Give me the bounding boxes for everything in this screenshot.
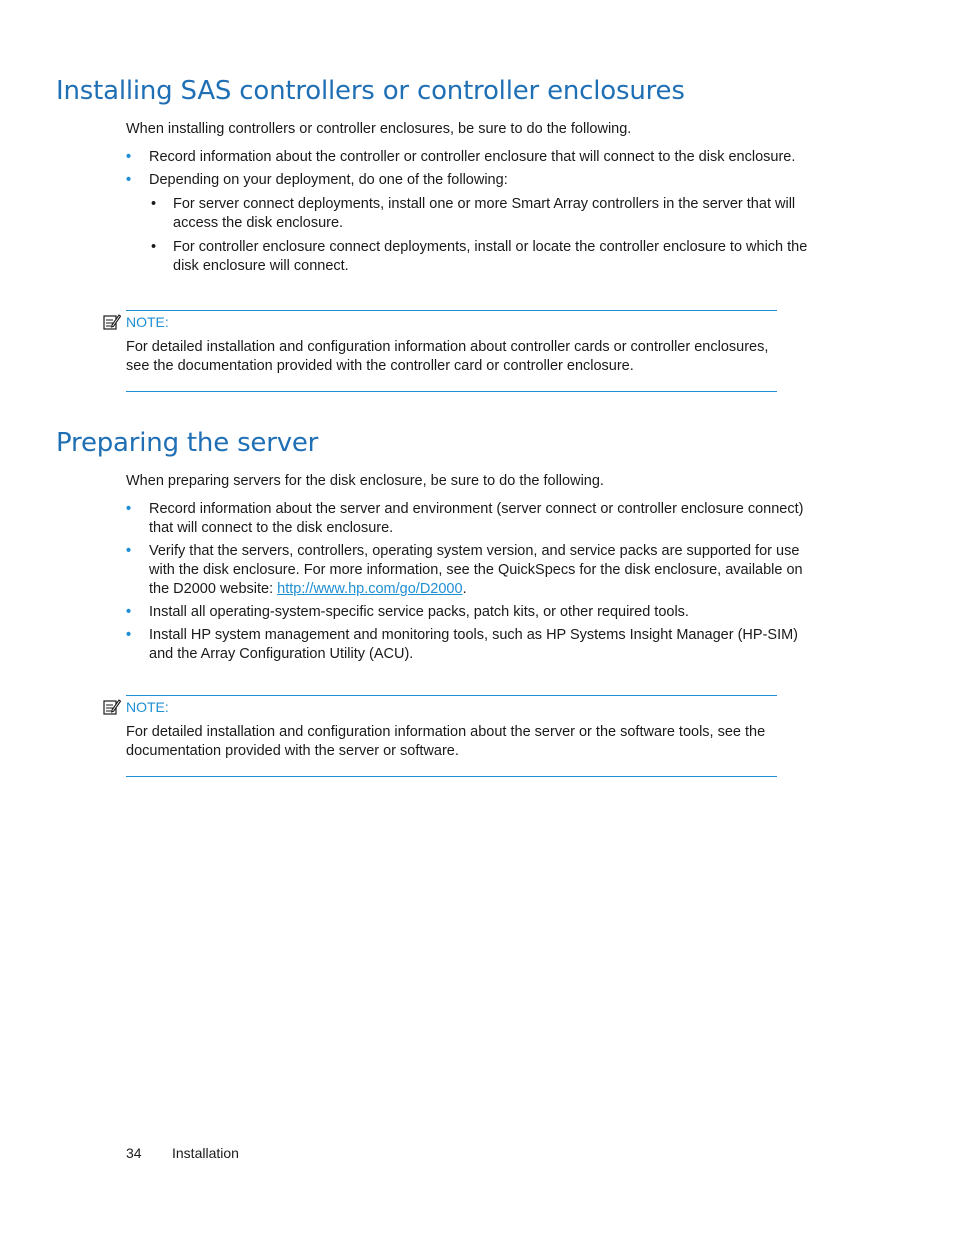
- page-footer: [126, 1145, 239, 1161]
- section2-bullet-list: [126, 500, 826, 668]
- section-title-preparing-server: Preparing the server: [56, 428, 319, 458]
- bullet-icon: •: [126, 627, 132, 643]
- list-item: • For server connect deployments, install one or more Smart Array controllers in the server that will access the disk enclosure.: [151, 196, 796, 231]
- bullet-icon: •: [126, 604, 132, 620]
- note-label: NOTE:: [126, 314, 169, 330]
- note-box-server: [126, 695, 777, 777]
- list-item: • Depending on your deployment, do one of the following: • For server connect deployments, install one or more Smart Array controllers in the server that will access the disk enclosure. • For controller enclosure connect deployments, install or locate the controller enclosure to which the disk enclosure will connect.: [126, 171, 826, 276]
- note-text: For detailed installation and configuration information about controller cards or controller enclosures, see the documentation provided with the controller card or controller enclosure.: [126, 339, 769, 374]
- bullet-icon: •: [126, 543, 132, 559]
- list-item: • For controller enclosure connect deployments, install or locate the controller enclosure to which the disk enclosure will connect.: [151, 239, 808, 274]
- bullet-icon: •: [151, 196, 157, 212]
- bullet-icon: •: [151, 239, 157, 255]
- list-item: • Install all operating-system-specific service packs, patch kits, or other required tools.: [126, 604, 689, 620]
- note-box-controllers: [126, 310, 777, 392]
- section1-subbullet-list: [149, 195, 826, 276]
- bullet-icon: •: [126, 172, 132, 188]
- section1-intro: When installing controllers or controller enclosures, be sure to do the following.: [126, 121, 632, 137]
- footer-section-name: Installation: [172, 1145, 239, 1161]
- note-text: For detailed installation and configuration information about the server or the software tools, see the documentation provided with the server or software.: [126, 724, 766, 759]
- section2-intro: When preparing servers for the disk enclosure, be sure to do the following.: [126, 473, 604, 489]
- list-item: • Record information about the server and environment (server connect or controller enclosure connect) that will connect to the disk enclosure.: [126, 501, 804, 536]
- list-item: • Verify that the servers, controllers, operating system version, and service packs are supported for use with the disk enclosure. For more information, see the QuickSpecs for the disk enclosure, available on the D2000 website: http://www.hp.com/go/D2000.: [126, 543, 803, 597]
- bullet-icon: •: [126, 149, 132, 165]
- page-number: 34: [126, 1145, 142, 1161]
- d2000-website-link[interactable]: http://www.hp.com/go/D2000: [277, 581, 463, 597]
- bullet-icon: •: [126, 501, 132, 517]
- section-title-sas-controllers: Installing SAS controllers or controller enclosures: [56, 76, 685, 106]
- note-pencil-icon: [103, 314, 121, 330]
- note-label: NOTE:: [126, 699, 169, 715]
- list-item: • Install HP system management and monitoring tools, such as HP Systems Insight Manager (HP-SIM) and the Array Configuration Utility (ACU).: [126, 627, 799, 662]
- list-item: • Record information about the controller or controller enclosure that will connect to the disk enclosure.: [126, 149, 796, 165]
- section1-bullet-list: [126, 148, 826, 281]
- note-pencil-icon: [103, 699, 121, 715]
